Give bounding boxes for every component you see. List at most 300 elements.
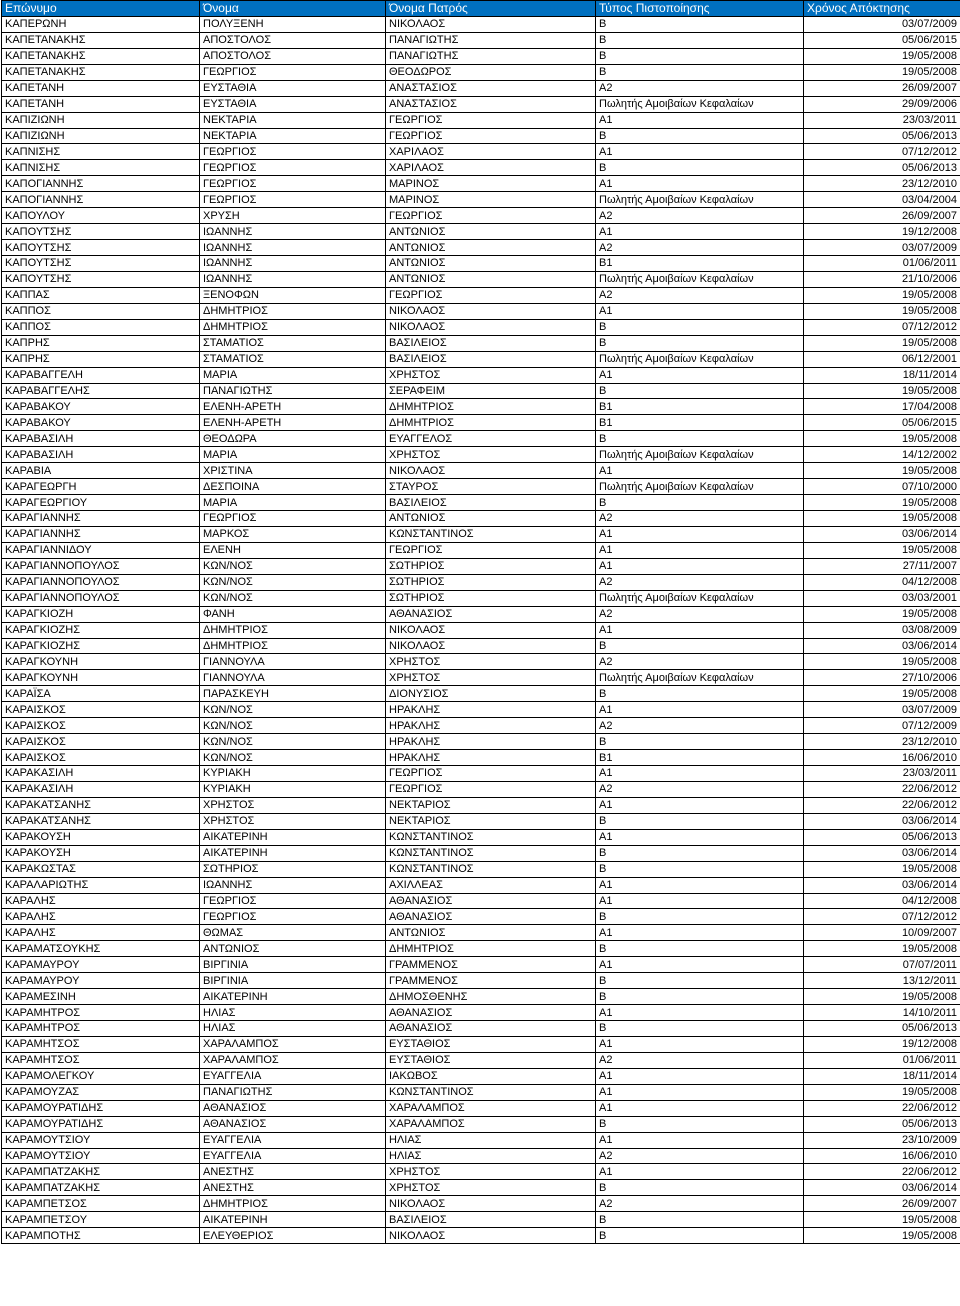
table-row [2, 766, 960, 782]
father-name-cell: ΗΡΑΚΛΗΣ [386, 718, 596, 734]
father-name-cell: ΧΑΡΙΛΑΟΣ [386, 144, 596, 160]
certification-type-cell: Β [596, 431, 804, 447]
father-name-cell: ΝΙΚΟΛΑΟΣ [386, 463, 596, 479]
surname-cell: ΚΑΡΑΓΕΩΡΓΗ [2, 479, 200, 495]
father-name-cell: ΗΛΙΑΣ [386, 1132, 596, 1148]
certification-type-cell: Πωλητής Αμοιβαίων Κεφαλαίων [596, 590, 804, 606]
surname-cell: ΚΑΠΝΙΣΗΣ [2, 160, 200, 176]
first-name-cell: ΣΩΤΗΡΙΟΣ [200, 861, 386, 877]
table-row [2, 447, 960, 463]
first-name-cell: ΗΛΙΑΣ [200, 1021, 386, 1037]
first-name-cell: ΜΑΡΚΟΣ [200, 526, 386, 542]
first-name-cell: ΧΡΙΣΤΙΝΑ [200, 463, 386, 479]
father-name-cell: ΑΝΤΩΝΙΟΣ [386, 511, 596, 527]
first-name-cell: ΑΝΕΣΤΗΣ [200, 1180, 386, 1196]
surname-cell: ΚΑΡΑΓΚΟΥΝΗ [2, 654, 200, 670]
acquisition-date-cell: 19/05/2008 [804, 48, 960, 64]
surname-cell: ΚΑΡΑΜΠΑΤΖΑΚΗΣ [2, 1164, 200, 1180]
table-row [2, 718, 960, 734]
first-name-cell: ΙΩΑΝΝΗΣ [200, 224, 386, 240]
first-name-cell: ΧΡΗΣΤΟΣ [200, 797, 386, 813]
surname-cell: ΚΑΡΑΓΚΟΥΝΗ [2, 670, 200, 686]
table-row [2, 431, 960, 447]
acquisition-date-cell: 05/06/2015 [804, 415, 960, 431]
certification-type-cell: Β1 [596, 750, 804, 766]
first-name-cell: ΓΕΩΡΓΙΟΣ [200, 893, 386, 909]
acquisition-date-cell: 05/06/2013 [804, 829, 960, 845]
certification-type-cell: Α1 [596, 1100, 804, 1116]
surname-cell: ΚΑΡΑΒΑΚΟΥ [2, 399, 200, 415]
first-name-cell: ΧΡΗΣΤΟΣ [200, 813, 386, 829]
surname-cell: ΚΑΠΟΥΤΣΗΣ [2, 224, 200, 240]
father-name-cell: ΑΝΤΩΝΙΟΣ [386, 256, 596, 272]
father-name-cell: ΝΙΚΟΛΑΟΣ [386, 16, 596, 32]
certification-type-cell: Α1 [596, 1132, 804, 1148]
certification-type-cell: Β [596, 48, 804, 64]
surname-cell: ΚΑΡΑΜΟΥΖΑΣ [2, 1084, 200, 1100]
father-name-cell: ΓΕΩΡΓΙΟΣ [386, 542, 596, 558]
first-name-cell: ΠΑΝΑΓΙΩΤΗΣ [200, 383, 386, 399]
acquisition-date-cell: 19/05/2008 [804, 287, 960, 303]
certification-type-cell: Β [596, 160, 804, 176]
father-name-cell: ΓΡΑΜΜΕΝΟΣ [386, 957, 596, 973]
first-name-cell: ΑΙΚΑΤΕΡΙΝΗ [200, 989, 386, 1005]
first-name-cell: ΘΕΟΔΩΡΑ [200, 431, 386, 447]
father-name-cell: ΑΘΑΝΑΣΙΟΣ [386, 1005, 596, 1021]
certification-type-cell: Β [596, 1116, 804, 1132]
father-name-cell: ΝΙΚΟΛΑΟΣ [386, 303, 596, 319]
column-header-first-name: Όνομα [200, 1, 386, 17]
surname-cell: ΚΑΠΕΤΑΝΑΚΗΣ [2, 32, 200, 48]
first-name-cell: ΦΑΝΗ [200, 606, 386, 622]
acquisition-date-cell: 07/07/2011 [804, 957, 960, 973]
first-name-cell: ΠΑΝΑΓΙΩΤΗΣ [200, 1084, 386, 1100]
certification-type-cell: Πωλητής Αμοιβαίων Κεφαλαίων [596, 96, 804, 112]
certification-type-cell: Α1 [596, 558, 804, 574]
acquisition-date-cell: 07/10/2000 [804, 479, 960, 495]
certification-type-cell: Β [596, 1021, 804, 1037]
table-row [2, 638, 960, 654]
acquisition-date-cell: 19/12/2008 [804, 1036, 960, 1052]
father-name-cell: ΜΑΡΙΝΟΣ [386, 176, 596, 192]
column-header-surname: Επώνυμο [2, 1, 200, 17]
acquisition-date-cell: 27/11/2007 [804, 558, 960, 574]
first-name-cell: ΔΗΜΗΤΡΙΟΣ [200, 1196, 386, 1212]
father-name-cell: ΝΕΚΤΑΡΙΟΣ [386, 797, 596, 813]
certification-type-cell: Β [596, 941, 804, 957]
acquisition-date-cell: 23/10/2009 [804, 1132, 960, 1148]
surname-cell: ΚΑΡΑΒΑΣΙΛΗ [2, 447, 200, 463]
table-row [2, 383, 960, 399]
surname-cell: ΚΑΠΡΗΣ [2, 351, 200, 367]
father-name-cell: ΘΕΟΔΩΡΟΣ [386, 64, 596, 80]
table-row [2, 16, 960, 32]
surname-cell: ΚΑΡΑΜΠΕΤΣΟΣ [2, 1196, 200, 1212]
surname-cell: ΚΑΡΑΜΠΑΤΖΑΚΗΣ [2, 1180, 200, 1196]
surname-cell: ΚΑΠΝΙΣΗΣ [2, 144, 200, 160]
table-row [2, 1021, 960, 1037]
surname-cell: ΚΑΡΑΚΑΤΣΑΝΗΣ [2, 797, 200, 813]
father-name-cell: ΔΗΜΗΤΡΙΟΣ [386, 415, 596, 431]
certification-type-cell: Α1 [596, 1068, 804, 1084]
surname-cell: ΚΑΡΑΚΟΥΣΗ [2, 845, 200, 861]
acquisition-date-cell: 07/12/2009 [804, 718, 960, 734]
father-name-cell: ΑΝΑΣΤΑΣΙΟΣ [386, 96, 596, 112]
father-name-cell: ΓΡΑΜΜΕΝΟΣ [386, 973, 596, 989]
certification-type-cell: Β [596, 335, 804, 351]
acquisition-date-cell: 01/06/2011 [804, 256, 960, 272]
certification-type-cell: Β [596, 909, 804, 925]
table-row [2, 813, 960, 829]
father-name-cell: ΓΕΩΡΓΙΟΣ [386, 287, 596, 303]
acquisition-date-cell: 22/06/2012 [804, 797, 960, 813]
acquisition-date-cell: 26/09/2007 [804, 208, 960, 224]
table-row [2, 781, 960, 797]
surname-cell: ΚΑΡΑΜΟΥΤΣΙΟΥ [2, 1148, 200, 1164]
acquisition-date-cell: 07/12/2012 [804, 319, 960, 335]
acquisition-date-cell: 04/12/2008 [804, 574, 960, 590]
acquisition-date-cell: 03/06/2014 [804, 638, 960, 654]
certification-type-cell: Β [596, 1180, 804, 1196]
table-row [2, 893, 960, 909]
first-name-cell: ΕΥΑΓΓΕΛΙΑ [200, 1132, 386, 1148]
table-row [2, 1132, 960, 1148]
acquisition-date-cell: 03/07/2009 [804, 702, 960, 718]
table-row [2, 1196, 960, 1212]
table-row [2, 909, 960, 925]
father-name-cell: ΒΑΣΙΛΕΙΟΣ [386, 335, 596, 351]
first-name-cell: ΓΕΩΡΓΙΟΣ [200, 144, 386, 160]
father-name-cell: ΒΑΣΙΛΕΙΟΣ [386, 495, 596, 511]
acquisition-date-cell: 03/06/2014 [804, 813, 960, 829]
acquisition-date-cell: 05/06/2013 [804, 1021, 960, 1037]
acquisition-date-cell: 19/05/2008 [804, 1084, 960, 1100]
first-name-cell: ΚΩΝ/ΝΟΣ [200, 718, 386, 734]
surname-cell: ΚΑΡΑΒΑΓΓΕΛΗ [2, 367, 200, 383]
first-name-cell: ΔΕΣΠΟΙΝΑ [200, 479, 386, 495]
surname-cell: ΚΑΡΑΙΣΚΟΣ [2, 702, 200, 718]
certification-type-cell: Α2 [596, 1148, 804, 1164]
father-name-cell: ΠΑΝΑΓΙΩΤΗΣ [386, 48, 596, 64]
certification-type-cell: Α2 [596, 80, 804, 96]
surname-cell: ΚΑΠΙΖΙΩΝΗ [2, 112, 200, 128]
certification-type-cell: Α1 [596, 957, 804, 973]
surname-cell: ΚΑΡΑΚΩΣΤΑΣ [2, 861, 200, 877]
first-name-cell: ΑΙΚΑΤΕΡΙΝΗ [200, 829, 386, 845]
surname-cell: ΚΑΡΑΚΑΣΙΛΗ [2, 781, 200, 797]
first-name-cell: ΑΝΤΩΝΙΟΣ [200, 941, 386, 957]
father-name-cell: ΑΘΑΝΑΣΙΟΣ [386, 893, 596, 909]
table-row [2, 702, 960, 718]
table-row [2, 256, 960, 272]
father-name-cell: ΝΙΚΟΛΑΟΣ [386, 638, 596, 654]
acquisition-date-cell: 22/06/2012 [804, 1100, 960, 1116]
surname-cell: ΚΑΡΑΓΙΑΝΝΟΠΟΥΛΟΣ [2, 574, 200, 590]
table-row [2, 829, 960, 845]
table-row [2, 734, 960, 750]
acquisition-date-cell: 29/09/2006 [804, 96, 960, 112]
table-row [2, 1036, 960, 1052]
table-row [2, 606, 960, 622]
certification-type-cell: Β [596, 845, 804, 861]
first-name-cell: ΧΑΡΑΛΑΜΠΟΣ [200, 1036, 386, 1052]
acquisition-date-cell: 19/05/2008 [804, 335, 960, 351]
table-row [2, 511, 960, 527]
acquisition-date-cell: 19/05/2008 [804, 383, 960, 399]
table-row [2, 192, 960, 208]
first-name-cell: ΑΠΟΣΤΟΛΟΣ [200, 32, 386, 48]
surname-cell: ΚΑΠΠΑΣ [2, 287, 200, 303]
acquisition-date-cell: 05/06/2013 [804, 160, 960, 176]
table-row [2, 1005, 960, 1021]
certification-type-cell: Β [596, 16, 804, 32]
table-row [2, 240, 960, 256]
table-row [2, 96, 960, 112]
first-name-cell: ΧΑΡΑΛΑΜΠΟΣ [200, 1052, 386, 1068]
surname-cell: ΚΑΠΟΥΤΣΗΣ [2, 271, 200, 287]
father-name-cell: ΝΙΚΟΛΑΟΣ [386, 1196, 596, 1212]
first-name-cell: ΓΕΩΡΓΙΟΣ [200, 64, 386, 80]
certification-type-cell: Β [596, 638, 804, 654]
acquisition-date-cell: 19/05/2008 [804, 941, 960, 957]
father-name-cell: ΗΡΑΚΛΗΣ [386, 702, 596, 718]
table-row [2, 144, 960, 160]
father-name-cell: ΒΑΣΙΛΕΙΟΣ [386, 1212, 596, 1228]
father-name-cell: ΑΘΑΝΑΣΙΟΣ [386, 1021, 596, 1037]
acquisition-date-cell: 18/11/2014 [804, 367, 960, 383]
father-name-cell: ΚΩΝΣΤΑΝΤΙΝΟΣ [386, 1084, 596, 1100]
table-row [2, 367, 960, 383]
table-row [2, 128, 960, 144]
first-name-cell: ΑΘΑΝΑΣΙΟΣ [200, 1116, 386, 1132]
first-name-cell: ΚΥΡΙΑΚΗ [200, 766, 386, 782]
first-name-cell: ΕΥΣΤΑΘΙΑ [200, 96, 386, 112]
certification-type-cell: Β [596, 32, 804, 48]
certification-type-cell: Α2 [596, 574, 804, 590]
surname-cell: ΚΑΡΑΜΟΥΤΣΙΟΥ [2, 1132, 200, 1148]
certification-type-cell: Β [596, 64, 804, 80]
father-name-cell: ΔΗΜΗΤΡΙΟΣ [386, 399, 596, 415]
acquisition-date-cell: 19/05/2008 [804, 303, 960, 319]
father-name-cell: ΒΑΣΙΛΕΙΟΣ [386, 351, 596, 367]
surname-cell: ΚΑΠΕΤΑΝΑΚΗΣ [2, 64, 200, 80]
surname-cell: ΚΑΠΡΗΣ [2, 335, 200, 351]
table-row [2, 208, 960, 224]
certification-type-cell: Α2 [596, 1052, 804, 1068]
first-name-cell: ΓΕΩΡΓΙΟΣ [200, 909, 386, 925]
table-row [2, 495, 960, 511]
surname-cell: ΚΑΡΑΓΚΙΟΖΗ [2, 606, 200, 622]
certification-type-cell: Α2 [596, 718, 804, 734]
table-row [2, 319, 960, 335]
first-name-cell: ΓΕΩΡΓΙΟΣ [200, 176, 386, 192]
first-name-cell: ΣΤΑΜΑΤΙΟΣ [200, 351, 386, 367]
surname-cell: ΚΑΡΑΜΑΥΡΟΥ [2, 973, 200, 989]
first-name-cell: ΣΤΑΜΑΤΙΟΣ [200, 335, 386, 351]
certification-table [1, 0, 960, 1244]
father-name-cell: ΧΡΗΣΤΟΣ [386, 447, 596, 463]
acquisition-date-cell: 19/05/2008 [804, 1212, 960, 1228]
column-header-acquisition-date: Χρόνος Απόκτησης [804, 1, 960, 17]
first-name-cell: ΚΩΝ/ΝΟΣ [200, 590, 386, 606]
table-row [2, 64, 960, 80]
table-row [2, 1164, 960, 1180]
table-row [2, 590, 960, 606]
first-name-cell: ΙΩΑΝΝΗΣ [200, 271, 386, 287]
table-row [2, 941, 960, 957]
father-name-cell: ΕΥΑΓΓΕΛΟΣ [386, 431, 596, 447]
certification-type-cell: Β [596, 1212, 804, 1228]
father-name-cell: ΚΩΝΣΤΑΝΤΙΝΟΣ [386, 861, 596, 877]
certification-type-cell: Πωλητής Αμοιβαίων Κεφαλαίων [596, 479, 804, 495]
first-name-cell: ΝΕΚΤΑΡΙΑ [200, 112, 386, 128]
table-row [2, 654, 960, 670]
surname-cell: ΚΑΡΑΜΕΣΙΝΗ [2, 989, 200, 1005]
acquisition-date-cell: 03/06/2014 [804, 877, 960, 893]
first-name-cell: ΔΗΜΗΤΡΙΟΣ [200, 638, 386, 654]
surname-cell: ΚΑΠΕΤΑΝΗ [2, 80, 200, 96]
acquisition-date-cell: 19/05/2008 [804, 606, 960, 622]
table-row [2, 1180, 960, 1196]
father-name-cell: ΓΕΩΡΓΙΟΣ [386, 781, 596, 797]
father-name-cell: ΧΡΗΣΤΟΣ [386, 367, 596, 383]
father-name-cell: ΗΡΑΚΛΗΣ [386, 750, 596, 766]
father-name-cell: ΓΕΩΡΓΙΟΣ [386, 112, 596, 128]
surname-cell: ΚΑΠΠΟΣ [2, 303, 200, 319]
father-name-cell: ΓΕΩΡΓΙΟΣ [386, 128, 596, 144]
father-name-cell: ΑΘΑΝΑΣΙΟΣ [386, 606, 596, 622]
table-row [2, 399, 960, 415]
acquisition-date-cell: 19/05/2008 [804, 542, 960, 558]
surname-cell: ΚΑΡΑΜΟΥΡΑΤΙΔΗΣ [2, 1116, 200, 1132]
surname-cell: ΚΑΡΑΜΠΟΤΗΣ [2, 1228, 200, 1244]
acquisition-date-cell: 19/12/2008 [804, 224, 960, 240]
first-name-cell: ΕΛΕΝΗ-ΑΡΕΤΗ [200, 415, 386, 431]
acquisition-date-cell: 10/09/2007 [804, 925, 960, 941]
acquisition-date-cell: 17/04/2008 [804, 399, 960, 415]
surname-cell: ΚΑΠΟΥΤΣΗΣ [2, 256, 200, 272]
first-name-cell: ΑΠΟΣΤΟΛΟΣ [200, 48, 386, 64]
header-row [2, 1, 960, 17]
father-name-cell: ΑΝΤΩΝΙΟΣ [386, 240, 596, 256]
acquisition-date-cell: 19/05/2008 [804, 1228, 960, 1244]
surname-cell: ΚΑΠΠΟΣ [2, 319, 200, 335]
surname-cell: ΚΑΡΑΛΑΡΙΩΤΗΣ [2, 877, 200, 893]
certification-type-cell: Α1 [596, 829, 804, 845]
first-name-cell: ΑΘΑΝΑΣΙΟΣ [200, 1100, 386, 1116]
acquisition-date-cell: 19/05/2008 [804, 989, 960, 1005]
father-name-cell: ΠΑΝΑΓΙΩΤΗΣ [386, 32, 596, 48]
certification-type-cell: Πωλητής Αμοιβαίων Κεφαλαίων [596, 192, 804, 208]
first-name-cell: ΓΕΩΡΓΙΟΣ [200, 511, 386, 527]
father-name-cell: ΜΑΡΙΝΟΣ [386, 192, 596, 208]
certification-type-cell: Β [596, 734, 804, 750]
certification-type-cell: Α1 [596, 542, 804, 558]
father-name-cell: ΑΧΙΛΛΕΑΣ [386, 877, 596, 893]
table-row [2, 877, 960, 893]
table-row [2, 622, 960, 638]
acquisition-date-cell: 19/05/2008 [804, 64, 960, 80]
surname-cell: ΚΑΡΑΙΣΚΟΣ [2, 734, 200, 750]
surname-cell: ΚΑΡΑΓΙΑΝΝΟΠΟΥΛΟΣ [2, 558, 200, 574]
acquisition-date-cell: 18/11/2014 [804, 1068, 960, 1084]
father-name-cell: ΝΙΚΟΛΑΟΣ [386, 622, 596, 638]
certification-type-cell: Α1 [596, 1164, 804, 1180]
surname-cell: ΚΑΡΑΓΕΩΡΓΙΟΥ [2, 495, 200, 511]
surname-cell: ΚΑΡΑΒΑΣΙΛΗ [2, 431, 200, 447]
first-name-cell: ΧΡΥΣΗ [200, 208, 386, 224]
first-name-cell: ΠΟΛΥΞΕΝΗ [200, 16, 386, 32]
surname-cell: ΚΑΡΑΚΑΤΣΑΝΗΣ [2, 813, 200, 829]
column-header-father-name: Όνομα Πατρός [386, 1, 596, 17]
first-name-cell: ΕΥΑΓΓΕΛΙΑ [200, 1148, 386, 1164]
first-name-cell: ΕΛΕΝΗ [200, 542, 386, 558]
first-name-cell: ΚΩΝ/ΝΟΣ [200, 574, 386, 590]
surname-cell: ΚΑΡΑΜΗΤΣΟΣ [2, 1052, 200, 1068]
acquisition-date-cell: 16/06/2010 [804, 1148, 960, 1164]
certification-type-cell: Α1 [596, 463, 804, 479]
acquisition-date-cell: 05/06/2013 [804, 128, 960, 144]
surname-cell: ΚΑΡΑΜΟΥΡΑΤΙΔΗΣ [2, 1100, 200, 1116]
first-name-cell: ΜΑΡΙΑ [200, 447, 386, 463]
certification-type-cell: Α1 [596, 144, 804, 160]
first-name-cell: ΚΩΝ/ΝΟΣ [200, 734, 386, 750]
table-row [2, 558, 960, 574]
first-name-cell: ΒΙΡΓΙΝΙΑ [200, 957, 386, 973]
table-row [2, 1100, 960, 1116]
first-name-cell: ΘΩΜΑΣ [200, 925, 386, 941]
table-row [2, 797, 960, 813]
acquisition-date-cell: 19/05/2008 [804, 686, 960, 702]
certification-type-cell: Β [596, 989, 804, 1005]
acquisition-date-cell: 23/12/2010 [804, 176, 960, 192]
surname-cell: ΚΑΡΑΓΙΑΝΝΟΠΟΥΛΟΣ [2, 590, 200, 606]
acquisition-date-cell: 13/12/2011 [804, 973, 960, 989]
certification-type-cell: Β1 [596, 256, 804, 272]
first-name-cell: ΗΛΙΑΣ [200, 1005, 386, 1021]
table-row [2, 686, 960, 702]
certification-type-cell: Β [596, 1228, 804, 1244]
father-name-cell: ΧΡΗΣΤΟΣ [386, 654, 596, 670]
surname-cell: ΚΑΡΑΜΗΤΡΟΣ [2, 1021, 200, 1037]
father-name-cell: ΑΝΤΩΝΙΟΣ [386, 271, 596, 287]
certification-type-cell: Α2 [596, 606, 804, 622]
father-name-cell: ΧΑΡΑΛΑΜΠΟΣ [386, 1100, 596, 1116]
first-name-cell: ΕΛΕΝΗ-ΑΡΕΤΗ [200, 399, 386, 415]
first-name-cell: ΑΙΚΑΤΕΡΙΝΗ [200, 1212, 386, 1228]
certification-type-cell: Α1 [596, 925, 804, 941]
table-row [2, 463, 960, 479]
table-row [2, 479, 960, 495]
surname-cell: ΚΑΡΑΓΙΑΝΝΗΣ [2, 511, 200, 527]
acquisition-date-cell: 19/05/2008 [804, 511, 960, 527]
acquisition-date-cell: 19/05/2008 [804, 861, 960, 877]
first-name-cell: ΜΑΡΙΑ [200, 367, 386, 383]
acquisition-date-cell: 22/06/2012 [804, 1164, 960, 1180]
father-name-cell: ΓΕΩΡΓΙΟΣ [386, 766, 596, 782]
first-name-cell: ΓΕΩΡΓΙΟΣ [200, 160, 386, 176]
acquisition-date-cell: 04/12/2008 [804, 893, 960, 909]
certification-type-cell: Α2 [596, 287, 804, 303]
table-row [2, 176, 960, 192]
acquisition-date-cell: 14/10/2011 [804, 1005, 960, 1021]
surname-cell: ΚΑΡΑΜΗΤΣΟΣ [2, 1036, 200, 1052]
table-row [2, 1116, 960, 1132]
acquisition-date-cell: 03/07/2009 [804, 240, 960, 256]
table-row [2, 160, 960, 176]
surname-cell: ΚΑΠΕΡΩΝΗ [2, 16, 200, 32]
acquisition-date-cell: 03/08/2009 [804, 622, 960, 638]
